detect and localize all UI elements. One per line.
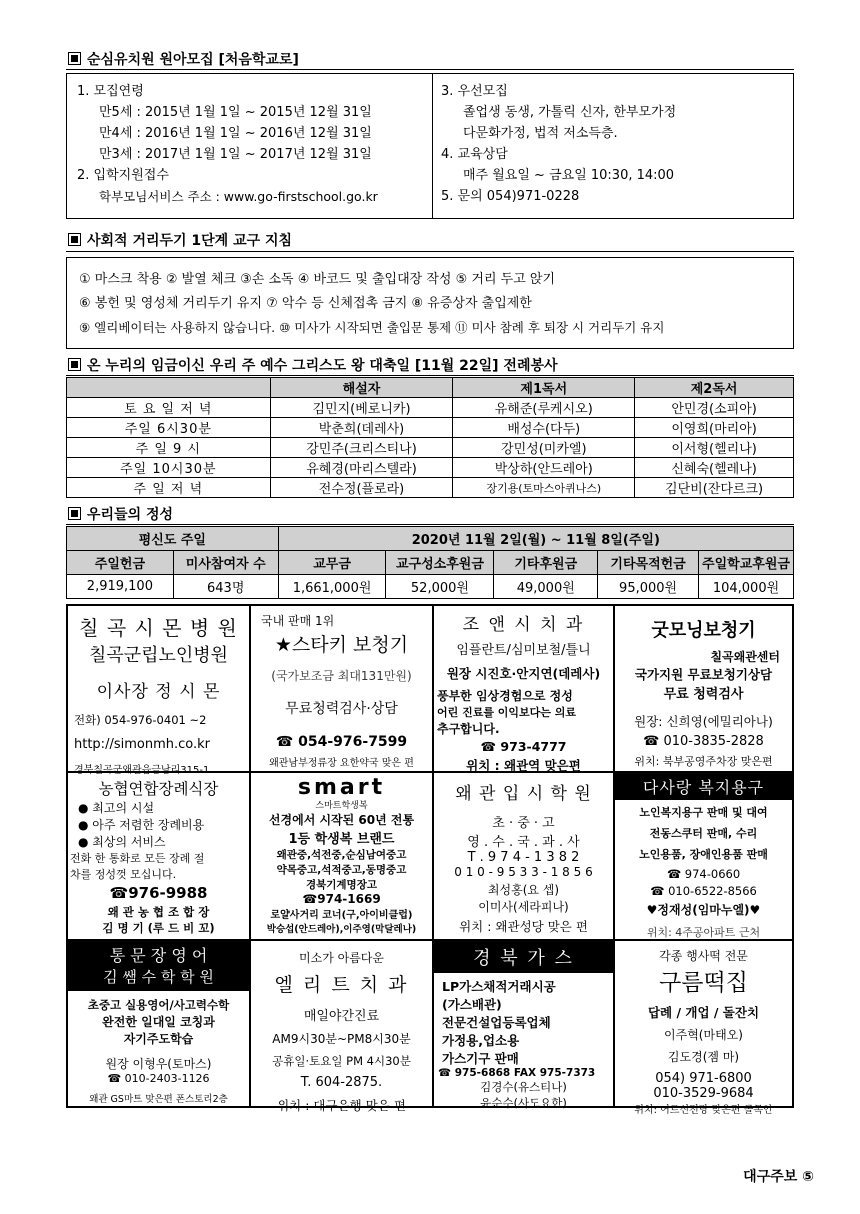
ad-cloud-rice-cake	[614, 940, 793, 1116]
ad-text: 원장 시진호·안지연(데레사)	[446, 666, 601, 681]
ad-subtitle: 각종 행사떡 전문	[659, 949, 748, 963]
table-cell: 52,000원	[386, 575, 494, 599]
info-line: 다문화가정, 법적 저소득층.	[463, 126, 618, 141]
page-footer: 대구주보 ⑤	[743, 1169, 814, 1185]
distancing-section-title	[68, 230, 292, 250]
ad-title: 왜 관 입 시 학 원	[455, 784, 592, 804]
ad-text: ● 최상의 서비스	[78, 835, 166, 849]
kindergarten-section-title	[68, 49, 299, 69]
table-cell: 강민주(크리스티나)	[270, 438, 453, 458]
ad-text: 왜관중,석전중,순심남여중고	[276, 849, 407, 861]
table-cell: 49,000원	[494, 575, 598, 599]
ad-address: 위치 : 왜관역 맞은편	[466, 758, 581, 773]
table-header: 2020년 11월 2일(월) ~ 11월 8일(주일)	[278, 527, 793, 551]
ad-gyeongbuk-gas	[433, 940, 614, 1110]
ad-text: 왜 관 농 협 조 합 장	[107, 905, 210, 919]
ad-text: 전문건설업등록업체	[442, 1015, 551, 1030]
ad-text: 가스기구 판매	[442, 1051, 519, 1066]
table-cell: 강민성(미카엘)	[453, 438, 635, 458]
ad-title: 경 북 가 스	[434, 941, 613, 973]
table-cell: 유혜경(마리스텔라)	[270, 458, 453, 478]
rule-line: ⑨ 엘리베이터는 사용하지 않습니다. ⑩ 미사가 시작되면 출입문 통제 ⑪ 미사 참례 후 퇴장 시 거리두기 유지	[79, 320, 665, 335]
ad-phone: 전화) 054-976-0401 ~2	[74, 713, 207, 727]
table-cell: 104,000원	[699, 575, 794, 599]
ad-text: 노인용품, 장애인용품 판매	[639, 848, 768, 861]
ad-title: 통 문 장 영 어	[109, 946, 208, 965]
table-header: 교무금	[278, 551, 386, 575]
table-cell: 이영희(마리아)	[635, 418, 794, 438]
divider	[66, 69, 794, 70]
ad-text: (가스배관)	[442, 997, 502, 1012]
ad-title: 조 앤 시 치 과	[462, 615, 585, 635]
ad-phone: ☎ 010-3835-2828	[643, 734, 764, 749]
table-cell: 김단비(잔다르크)	[635, 478, 794, 498]
table-cell: 이서형(헬리나)	[635, 438, 794, 458]
ad-url: http://simonmh.co.kr	[74, 737, 210, 752]
ad-title: 엘 리 트 치 과	[274, 974, 409, 996]
ad-subtitle: 스마트학생복	[315, 801, 368, 811]
table-cell: 1,661,000원	[278, 575, 386, 599]
ad-subtitle: 칠곡왜관센터	[710, 650, 780, 664]
rule-line: ① 마스크 착용 ② 발열 체크 ③손 소독 ④ 바코드 및 출입대장 작성 ⑤ 거리 두고 앉기	[79, 272, 556, 287]
ad-text: 가정용,업소용	[442, 1033, 520, 1048]
table-row	[67, 398, 794, 418]
table-row	[67, 575, 794, 599]
ad-text: 공휴일·토요일 PM 4시30분	[272, 1054, 411, 1068]
ad-text: (국가보조금 최대131만원)	[271, 669, 412, 683]
kindergarten-left	[77, 81, 378, 207]
ad-phone: ☎ 010-2403-1126	[107, 1072, 210, 1085]
info-line: 매주 월요일 ~ 금요일 10:30, 14:00	[463, 168, 675, 183]
ad-phone: ☎ 973-4777	[480, 739, 567, 754]
ad-text: 어린 진료를 이익보다는 의료	[437, 706, 576, 719]
ad-text: 이미사(세라피나)	[478, 900, 569, 914]
ad-text: 무료청력검사·상담	[285, 701, 398, 717]
ad-text: 무료 청력검사	[663, 687, 744, 702]
rule-line: ⑥ 봉헌 및 영성체 거리두기 유지 ⑦ 악수 등 신체접촉 금지 ⑧ 유증상자 출입제한	[79, 296, 532, 311]
ad-text: 1등 학생복 브랜드	[288, 832, 395, 847]
table-cell: 643명	[173, 575, 278, 599]
ad-text: 원장 이형우(토마스)	[105, 1057, 212, 1071]
table-row	[67, 438, 794, 458]
table-header-row	[67, 378, 794, 398]
table-cell: 전수정(플로라)	[270, 478, 453, 498]
distancing-box	[66, 257, 794, 349]
kindergarten-title-text: 순심유치원 원아모집 [처음학교로]	[87, 52, 299, 68]
column-divider	[432, 74, 433, 218]
ad-text: 선경에서 시작된 60년 전통	[268, 813, 415, 827]
ad-funeral-hall	[67, 772, 250, 940]
ad-title: 굿모닝보청기	[651, 620, 756, 641]
ad-text: 최성홍(요 셉)	[487, 883, 560, 897]
liturgy-title-text: 온 누리의 임금이신 우리 주 예수 그리스도 왕 대축일 [11월 22일] 전례봉사	[87, 358, 558, 374]
table-cell: 주 일 9 시	[67, 438, 271, 458]
table-cell: 신혜숙(헬레나)	[635, 458, 794, 478]
table-header-row	[67, 527, 794, 551]
info-line: 학부모님서비스 주소 : www.go-firstschool.go.kr	[99, 189, 378, 204]
table-cell: 토 요 일 저 녁	[67, 398, 271, 418]
table-cell: 주일 10시30분	[67, 458, 271, 478]
ad-text: 이주혁(마태오)	[664, 1028, 743, 1042]
table-header: 교구성소후원금	[386, 551, 494, 575]
ad-text: 자기주도학습	[123, 1032, 194, 1046]
ad-text: 노인복지용구 판매 및 대여	[639, 806, 768, 819]
ad-address: 위치: 어르신전당 맞은편 골목안	[634, 1105, 773, 1116]
table-cell: 배성수(다두)	[453, 418, 635, 438]
ad-text: ● 아주 저렴한 장례비용	[78, 818, 205, 832]
info-line: 5. 문의 054)971-0228	[441, 189, 580, 204]
ad-text: 국내 판매 1위	[261, 614, 335, 628]
ad-phone: 0 1 0 - 9 5 3 3 - 1 8 5 6	[454, 865, 593, 879]
table-cell: 박상하(안드레아)	[453, 458, 635, 478]
ad-header-block	[68, 941, 249, 991]
info-line: 3. 우선모집	[441, 84, 508, 99]
info-line: 1. 모집연령	[77, 84, 144, 99]
ad-text: 초 · 중 · 고	[492, 816, 555, 831]
table-cell: 2,919,100	[67, 575, 174, 599]
ad-starkey-hearing	[250, 605, 433, 772]
square-bullet-icon	[68, 233, 81, 246]
ad-dasarang-welfare	[614, 772, 793, 940]
ad-text: 답례 / 개업 / 돌잔치	[647, 1005, 760, 1020]
table-header: 제1독서	[453, 378, 635, 398]
table-cell: 안민경(소피아)	[635, 398, 794, 418]
info-line: 졸업생 동생, 가톨릭 신자, 한부모가정	[463, 105, 677, 120]
ad-simon-hospital	[67, 605, 250, 776]
ad-title: 다사랑 복지용구	[615, 773, 792, 800]
table-row	[67, 458, 794, 478]
distancing-list	[79, 268, 664, 340]
ad-phone: ☎ 975-6868 FAX 975-7373	[438, 1067, 596, 1079]
ad-address: 위치: 북부공영주차장 맞은편	[634, 755, 773, 768]
table-row	[67, 418, 794, 438]
table-header: 기타후원금	[494, 551, 598, 575]
ad-text: 약목중고,석적중고,동명중고	[276, 864, 407, 876]
ad-text: 매일야간진료	[303, 1009, 380, 1024]
ad-text: 윤순수(사도요한)	[480, 1096, 567, 1110]
ad-text: ♥정재성(임마누엘)♥	[646, 903, 761, 917]
ad-goodmorning-hearing	[614, 605, 793, 772]
ad-joan-dental	[433, 605, 614, 772]
ad-subtitle: 김 쌤 수 학 학 원	[103, 968, 214, 986]
ad-logo: smart	[297, 775, 386, 800]
square-bullet-icon	[68, 52, 81, 65]
table-header: 제2독서	[635, 378, 794, 398]
ad-title: 칠 곡 시 몬 병 원	[79, 616, 238, 640]
table-header: 기타목적헌금	[598, 551, 699, 575]
square-bullet-icon	[68, 358, 81, 371]
info-line: 2. 입학지원접수	[77, 168, 169, 183]
ad-text: 차를 정성껏 모십니다.	[70, 868, 177, 881]
table-header-row	[67, 551, 794, 575]
kindergarten-right	[441, 81, 676, 207]
ad-text: 영 . 수 . 국 . 과 . 사	[467, 835, 580, 850]
ad-title: 농협연합장례식장	[98, 780, 219, 798]
ad-smart-uniform	[250, 772, 433, 940]
ad-address: 왜관남부정류장 요한약국 맞은 편	[269, 758, 414, 769]
ad-phone: 010-3529-9684	[653, 1086, 754, 1101]
ad-text: 경북기계명장고	[305, 879, 377, 891]
table-cell: 주 일 저 녁	[67, 478, 271, 498]
table-header: 미사참여자 수	[173, 551, 278, 575]
divider	[66, 375, 794, 376]
table-row	[67, 478, 794, 498]
info-line: 만3세 : 2017년 1월 1일 ~ 2017년 12월 31일	[99, 147, 372, 162]
ad-text: 풍부한 임상경험으로 정성	[437, 689, 573, 703]
ad-phone: ☎974-1669	[302, 892, 381, 906]
table-cell: 95,000원	[598, 575, 699, 599]
ad-text: 원장: 신희영(에밀리아나)	[634, 714, 773, 729]
table-cell: 박춘희(데레사)	[270, 418, 453, 438]
ad-text: 로얄사거리 코너(구,아이비클럽)	[270, 910, 413, 921]
table-cell: 장기용(토마스아퀴나스)	[453, 478, 635, 498]
offering-table	[66, 526, 794, 599]
ad-phone: T . 9 7 4 - 1 3 8 2	[467, 850, 580, 865]
table-header: 해설자	[270, 378, 453, 398]
ad-phone: ☎ 054-976-7599	[275, 734, 408, 750]
ad-text: 추구합니다.	[437, 722, 500, 736]
ad-text: 김 명 기 (루 드 비 꼬)	[102, 921, 215, 935]
ad-text: LP가스채적거래시공	[442, 979, 556, 994]
table-header: 주일헌금	[67, 551, 174, 575]
ad-text: 완전한 일대일 코칭과	[102, 1015, 215, 1029]
ad-address: 위치 : 대구은행 맞은 편	[277, 1098, 406, 1113]
ad-text: AM9시30분~PM8시30분	[272, 1032, 411, 1046]
ad-address: 왜관 GS마트 맞은편 폰스토리2층	[89, 1094, 228, 1105]
ad-phone: 054) 971-6800	[655, 1071, 752, 1086]
ad-text: 초중고 실용영어/사고력수학	[87, 998, 230, 1012]
table-header	[67, 378, 271, 398]
table-cell: 주일 6시30분	[67, 418, 271, 438]
ad-english-math-academy	[67, 940, 250, 1107]
ad-text: 김경수(유스티나)	[480, 1080, 567, 1094]
ads-grid	[66, 604, 794, 1116]
ad-phone: T. 604-2875.	[300, 1075, 383, 1090]
table-header: 평신도 주일	[67, 527, 279, 551]
ad-text: ● 최고의 시설	[78, 801, 155, 815]
ad-title: ★스타키 보청기	[274, 634, 409, 656]
info-line: 만5세 : 2015년 1월 1일 ~ 2015년 12월 31일	[99, 105, 372, 120]
table-cell: 김민지(베로니카)	[270, 398, 453, 418]
divider	[66, 251, 794, 252]
ad-title: 구름떡집	[659, 970, 748, 996]
ad-subtitle: 임플란트/심미보철/틀니	[456, 643, 591, 658]
ad-text: 전화 한 통화로 모든 장례 절	[70, 852, 205, 865]
table-header: 주일학교후원금	[699, 551, 794, 575]
ad-text: 김도경(젬 마)	[667, 1050, 740, 1064]
ad-address: 경북칠곡군왜관읍금남리315-1	[74, 765, 210, 776]
ad-text: 박승섭(안드레아),이주영(막달레나)	[266, 924, 417, 935]
offering-section-title	[68, 504, 173, 524]
info-line: 만4세 : 2016년 1월 1일 ~ 2016년 12월 31일	[99, 126, 372, 141]
ad-text: 국가지원 무료보청기상담	[634, 667, 773, 682]
offering-title-text: 우리들의 정성	[87, 507, 174, 523]
ad-waegwan-academy	[433, 772, 614, 940]
divider	[66, 524, 794, 525]
info-line: 4. 교육상담	[441, 147, 508, 162]
ad-subtitle: 미소가 아름다운	[299, 951, 384, 965]
ad-text: 전동스쿠터 판매, 수리	[649, 827, 758, 840]
kindergarten-box	[66, 73, 794, 219]
ad-address: 위치 : 왜관성당 맞은 편	[459, 919, 588, 934]
ad-phone: ☎976-9988	[109, 884, 208, 902]
ad-address: 위치: 4주공아파트 근처	[646, 926, 761, 939]
liturgy-section-title	[68, 355, 558, 375]
ad-phone: ☎ 974-0660	[666, 867, 741, 881]
ad-phone: ☎ 010-6522-8566	[650, 884, 757, 898]
ad-subtitle: 칠곡군립노인병원	[88, 645, 229, 666]
ad-elite-dental	[250, 940, 433, 1113]
distancing-title-text: 사회적 거리두기 1단계 교구 지침	[87, 233, 293, 249]
square-bullet-icon	[68, 507, 81, 520]
ad-text: 이사장 정 시 몬	[96, 682, 221, 702]
liturgy-table	[66, 377, 794, 498]
table-cell: 유해준(루케시오)	[453, 398, 635, 418]
